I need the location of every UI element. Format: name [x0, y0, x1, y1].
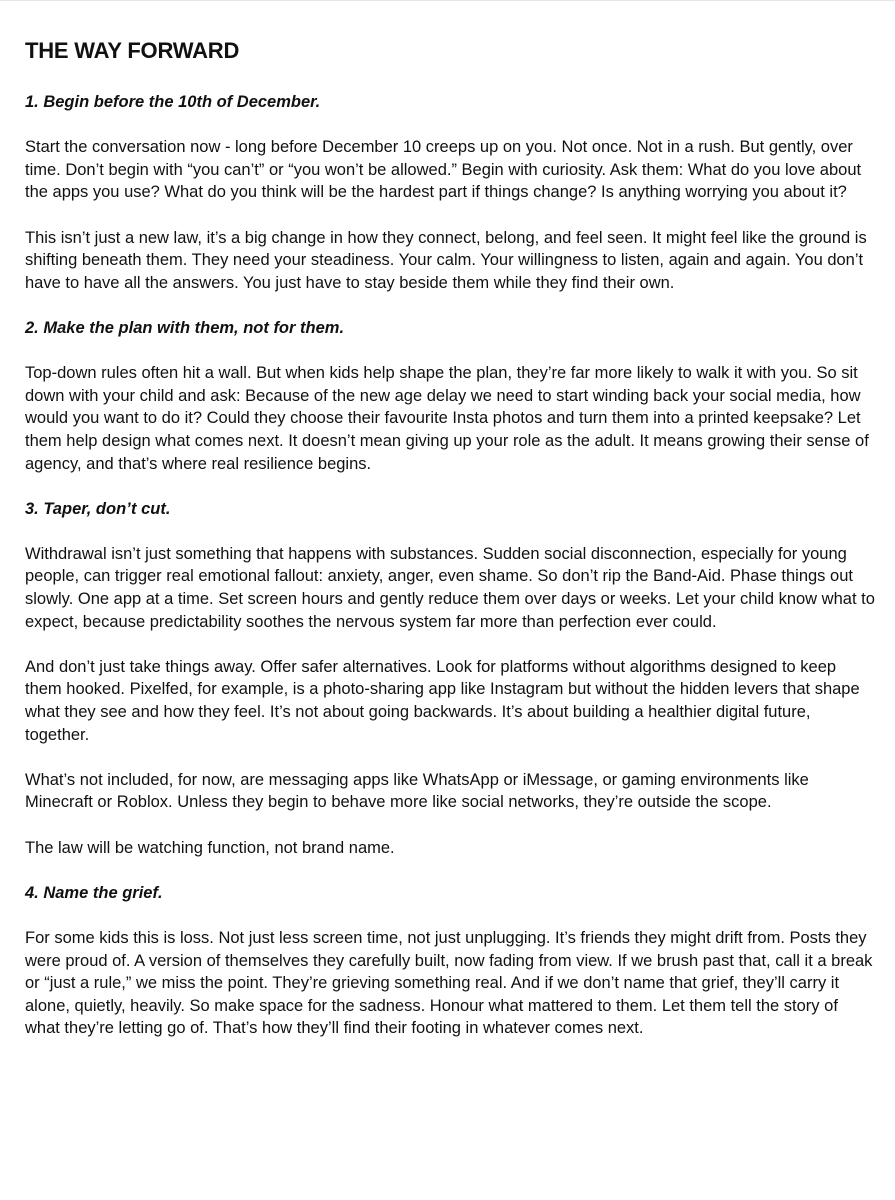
article-title: THE WAY FORWARD — [25, 38, 240, 63]
section-4 — [25, 882, 875, 1040]
section-1 — [25, 91, 875, 294]
paragraph: And don’t just take things away. Offer safer alternatives. Look for platforms without algorithms designed to keep them hooked. Pixelfed, for example, is a photo-sharing app like Instagram but without the hidden levers that shape what they see and how they feel. It’s not about going backwards. It’s about building a healthier digital future, together. — [25, 657, 860, 744]
paragraph: Withdrawal isn’t just something that happens with substances. Sudden social disconnection, especially for young people, can trigger real emotional fallout: anxiety, anger, even shame. So don’t rip the Band-Aid. Phase things out slowly. One app at a time. Set screen hours and gently reduce them over days or weeks. Let your child know what to expect, because predictability soothes the nervous system far more than perfection ever could. — [25, 544, 875, 631]
section-heading: 3. Taper, don’t cut. — [25, 499, 171, 518]
top-divider — [0, 0, 895, 1]
paragraph: Top-down rules often hit a wall. But when kids help shape the plan, they’re far more likely to walk it with you. So sit down with your child and ask: Because of the new age delay we need to start winding back your social media, how would you want to do it? Could they choose their favourite Insta photos and turn them into a printed keepsake? Let them help design what comes next. It doesn’t mean giving up your role as the adult. It means growing their sense of agency, and that’s where real resilience begins. — [25, 364, 869, 473]
paragraph: What’s not included, for now, are messaging apps like WhatsApp or iMessage, or gaming environments like Minecraft or Roblox. Unless they begin to behave more like social networks, they’re outside the scope. — [25, 770, 809, 812]
paragraph: For some kids this is loss. Not just less screen time, not just unplugging. It’s friends they might drift from. Posts they were proud of. A version of themselves they carefully built, now fading from view. If we brush past that, call it a break or “just a rule,” we miss the point. They’re grieving something real. And if we don’t name that grief, they’ll carry it alone, quietly, heavily. So make space for the sadness. Honour what mattered to them. Let them tell the story of what they’re letting go of. That’s how they’ll find their footing in whatever comes next. — [25, 928, 873, 1038]
section-3 — [25, 498, 875, 860]
section-2 — [25, 317, 875, 475]
paragraph: Start the conversation now - long before December 10 creeps up on you. Not once. Not in a rush. But gently, over time. Don’t begin with “you can’t” or “you won’t be allowed.” Begin with curiosity. Ask them: What do you love about the apps you use? What do you think will be the hardest part if things change? Is anything worrying you about it? — [25, 138, 862, 202]
article — [25, 36, 875, 1063]
section-heading: 4. Name the grief. — [25, 883, 163, 902]
paragraph: This isn’t just a new law, it’s a big change in how they connect, belong, and feel seen. It might feel like the ground is shifting beneath them. They need your steadiness. Your calm. Your willingness to listen, again and again. You don’t have to have all the answers. You just have to stay beside them while they find their own. — [25, 228, 867, 292]
paragraph: The law will be watching function, not brand name. — [25, 838, 395, 857]
section-heading: 2. Make the plan with them, not for them. — [25, 318, 345, 337]
section-heading: 1. Begin before the 10th of December. — [25, 93, 321, 111]
